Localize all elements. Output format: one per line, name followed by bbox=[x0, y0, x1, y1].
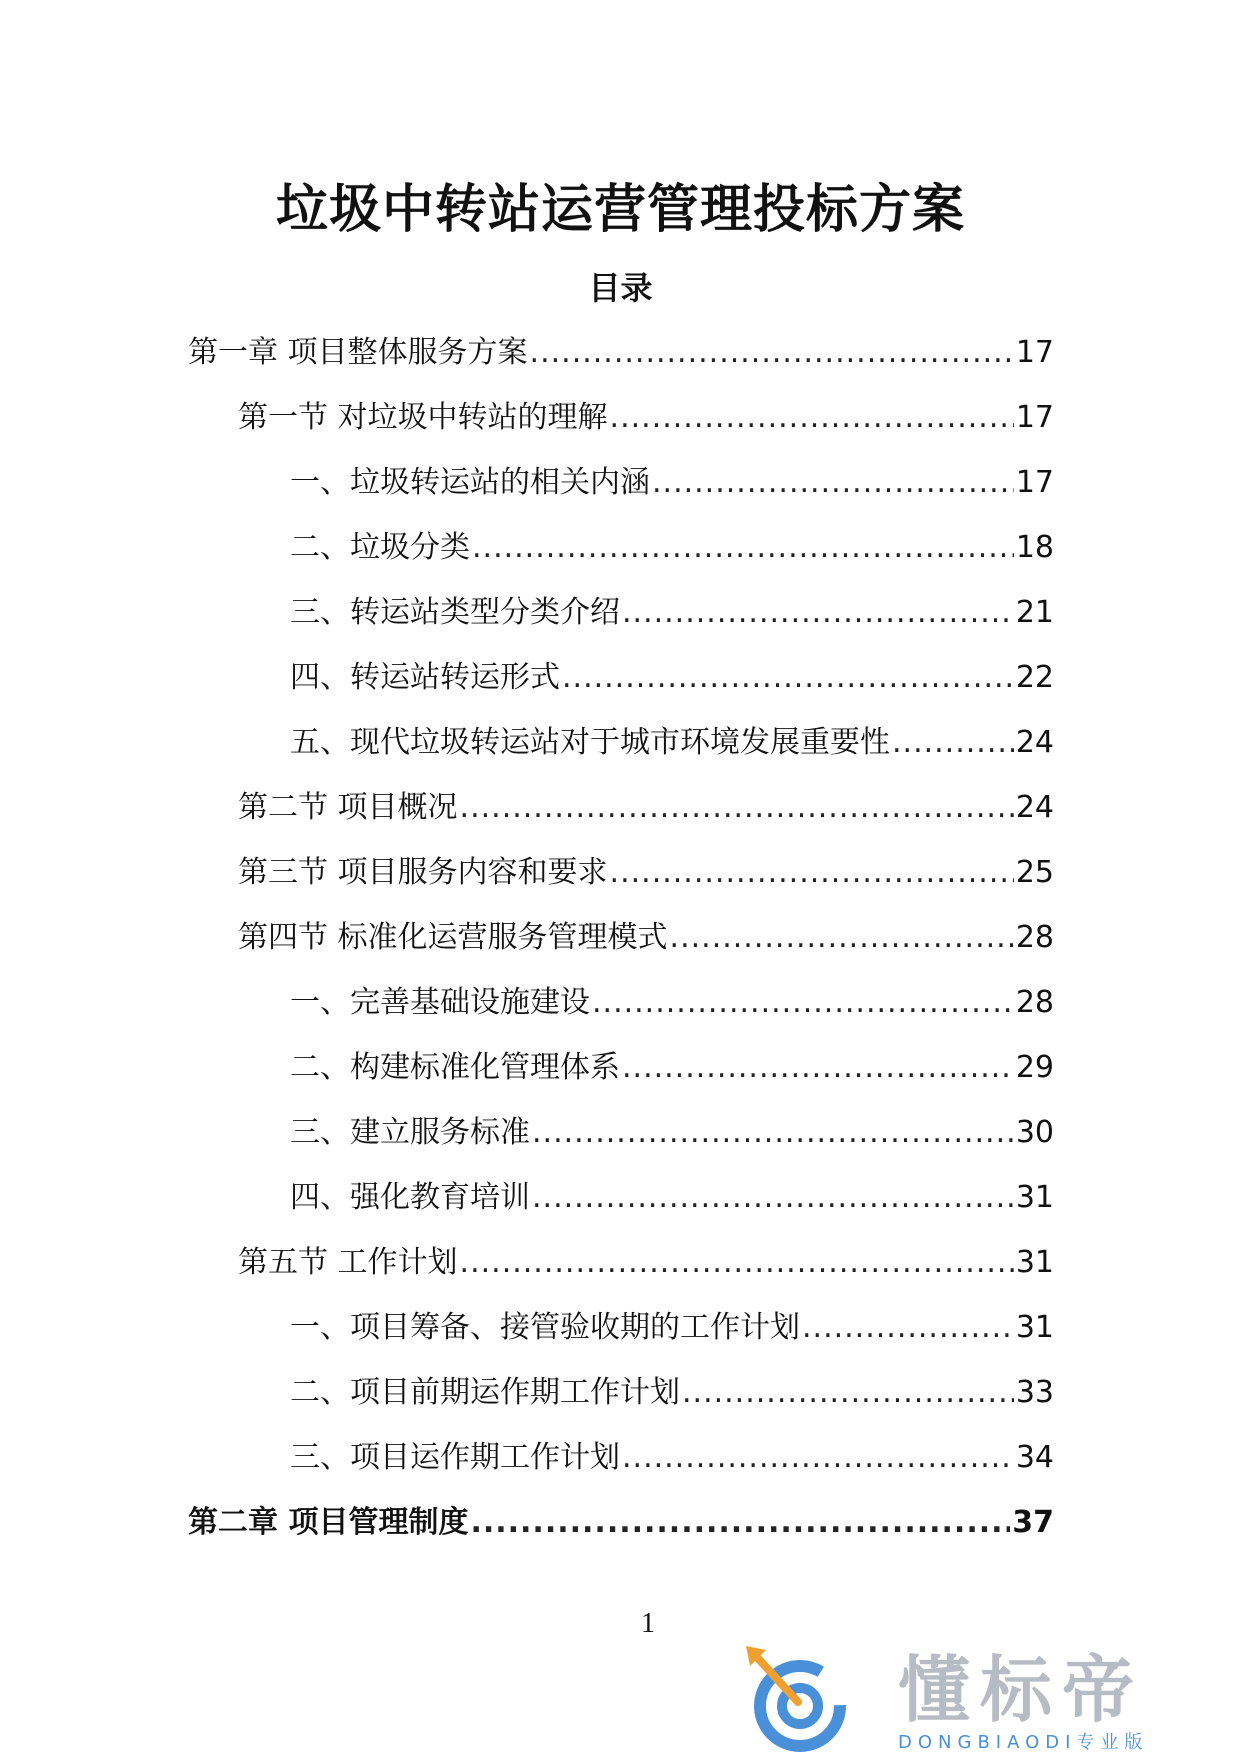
toc-entry-label: 第三节 项目服务内容和要求 bbox=[238, 855, 608, 890]
toc-entry-label: 四、转运站转运形式 bbox=[290, 660, 560, 695]
toc-entry[interactable] bbox=[188, 334, 1054, 399]
toc-page-number: 17 bbox=[1015, 335, 1054, 370]
toc-entry-label: 一、垃圾转运站的相关内涵 bbox=[290, 465, 650, 500]
toc-page-number: 22 bbox=[1015, 660, 1054, 695]
toc-dot-leader bbox=[470, 1504, 1010, 1542]
toc-dot-leader bbox=[610, 399, 1014, 437]
toc-entry[interactable] bbox=[188, 659, 1054, 724]
toc-page-number: 31 bbox=[1015, 1310, 1054, 1345]
toc-entry[interactable] bbox=[188, 919, 1054, 984]
toc-dot-leader bbox=[682, 1374, 1014, 1412]
watermark bbox=[740, 1640, 1240, 1754]
toc-page-number: 30 bbox=[1015, 1115, 1054, 1150]
toc-entry-label: 三、项目运作期工作计划 bbox=[290, 1440, 620, 1475]
toc-entry[interactable] bbox=[188, 1114, 1054, 1179]
table-of-contents bbox=[188, 334, 1054, 1569]
toc-page-number: 18 bbox=[1015, 530, 1054, 565]
toc-entry[interactable] bbox=[188, 724, 1054, 789]
toc-page-number: 17 bbox=[1015, 400, 1054, 435]
toc-entry-label: 第五节 工作计划 bbox=[238, 1245, 458, 1280]
toc-dot-leader bbox=[892, 724, 1014, 762]
toc-page-number: 21 bbox=[1015, 595, 1054, 630]
toc-dot-leader bbox=[460, 789, 1014, 827]
toc-page-number: 24 bbox=[1015, 725, 1054, 760]
toc-entry-label: 五、现代垃圾转运站对于城市环境发展重要性 bbox=[290, 725, 890, 760]
toc-entry[interactable] bbox=[188, 854, 1054, 919]
toc-entry[interactable] bbox=[188, 1244, 1054, 1309]
toc-dot-leader bbox=[532, 1114, 1014, 1152]
toc-entry-label: 二、项目前期运作期工作计划 bbox=[290, 1375, 680, 1410]
toc-entry-label: 二、垃圾分类 bbox=[290, 530, 470, 565]
toc-dot-leader bbox=[802, 1309, 1014, 1347]
toc-entry[interactable] bbox=[188, 529, 1054, 594]
toc-page-number: 31 bbox=[1015, 1245, 1054, 1280]
toc-entry-label: 四、强化教育培训 bbox=[290, 1180, 530, 1215]
toc-entry-label: 第一章 项目整体服务方案 bbox=[188, 335, 528, 370]
toc-dot-leader bbox=[622, 1439, 1014, 1477]
toc-page-number: 33 bbox=[1015, 1375, 1054, 1410]
document-title: 垃圾中转站运营管理投标方案 bbox=[275, 180, 965, 240]
toc-page-number: 28 bbox=[1015, 985, 1054, 1020]
toc-entry[interactable] bbox=[188, 789, 1054, 854]
toc-entry-label: 第二节 项目概况 bbox=[238, 790, 458, 825]
toc-page-number: 28 bbox=[1015, 920, 1054, 955]
toc-page-number: 31 bbox=[1015, 1180, 1054, 1215]
toc-dot-leader bbox=[610, 854, 1014, 892]
toc-entry[interactable] bbox=[188, 984, 1054, 1049]
toc-dot-leader bbox=[652, 464, 1014, 502]
toc-heading: 目录 bbox=[588, 269, 653, 307]
toc-entry[interactable] bbox=[188, 1374, 1054, 1439]
toc-entry[interactable] bbox=[188, 1439, 1054, 1504]
watermark-brand: 懂标帝 bbox=[898, 1648, 1145, 1732]
toc-page-number: 34 bbox=[1015, 1440, 1054, 1475]
watermark-subtitle: DONGBIAODI专业版 bbox=[898, 1732, 1149, 1753]
toc-entry-label: 第四节 标准化运营服务管理模式 bbox=[238, 920, 668, 955]
toc-entry-label: 一、项目筹备、接管验收期的工作计划 bbox=[290, 1310, 800, 1345]
toc-dot-leader bbox=[670, 919, 1014, 957]
toc-entry-label: 三、建立服务标准 bbox=[290, 1115, 530, 1150]
toc-dot-leader bbox=[530, 334, 1014, 372]
toc-entry-label: 第二章 项目管理制度 bbox=[188, 1505, 469, 1540]
toc-dot-leader bbox=[622, 594, 1014, 632]
toc-page-number: 17 bbox=[1015, 465, 1054, 500]
toc-dot-leader bbox=[592, 984, 1014, 1022]
toc-dot-leader bbox=[622, 1049, 1014, 1087]
page-number: 1 bbox=[641, 1608, 655, 1639]
toc-entry[interactable] bbox=[188, 464, 1054, 529]
toc-dot-leader bbox=[562, 659, 1014, 697]
toc-entry[interactable] bbox=[188, 594, 1054, 659]
toc-page-number: 29 bbox=[1015, 1050, 1054, 1085]
toc-entry[interactable] bbox=[188, 1049, 1054, 1114]
toc-entry[interactable] bbox=[188, 1179, 1054, 1244]
toc-entry-label: 一、完善基础设施建设 bbox=[290, 985, 590, 1020]
toc-entry[interactable] bbox=[188, 1504, 1054, 1569]
toc-entry[interactable] bbox=[188, 399, 1054, 464]
toc-entry-label: 第一节 对垃圾中转站的理解 bbox=[238, 400, 608, 435]
toc-page-number: 25 bbox=[1015, 855, 1054, 890]
toc-dot-leader bbox=[472, 529, 1014, 567]
toc-entry-label: 二、构建标准化管理体系 bbox=[290, 1050, 620, 1085]
toc-dot-leader bbox=[532, 1179, 1014, 1217]
target-logo-icon bbox=[740, 1640, 870, 1754]
toc-entry-label: 三、转运站类型分类介绍 bbox=[290, 595, 620, 630]
toc-entry[interactable] bbox=[188, 1309, 1054, 1374]
toc-page-number: 37 bbox=[1012, 1505, 1054, 1540]
toc-dot-leader bbox=[460, 1244, 1014, 1282]
toc-page-number: 24 bbox=[1015, 790, 1054, 825]
